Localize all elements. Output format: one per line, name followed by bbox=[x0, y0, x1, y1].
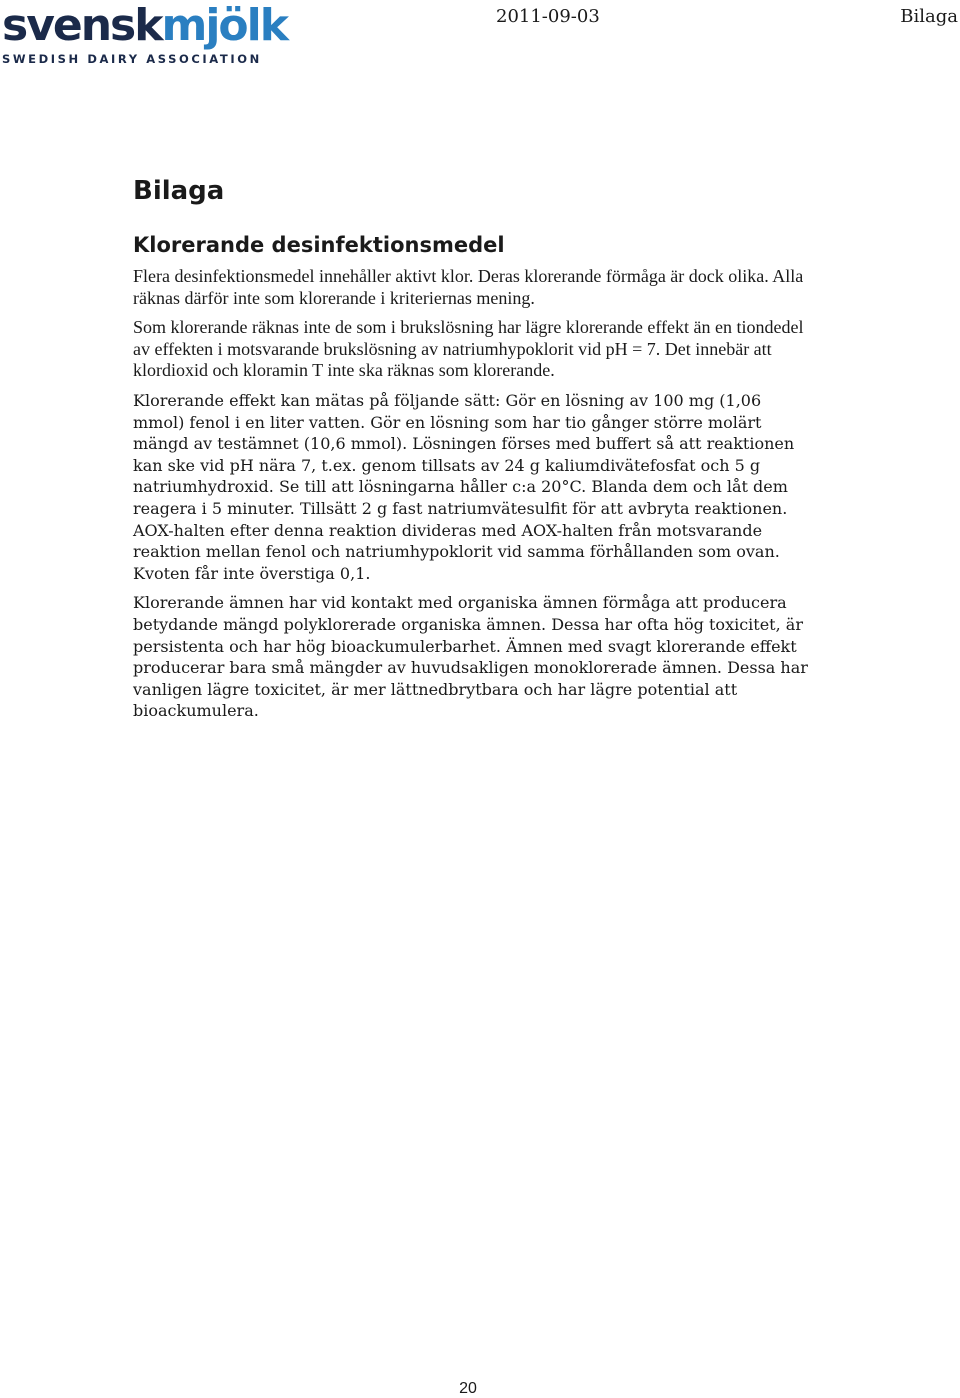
logo-wordmark-part2: mjölk bbox=[161, 0, 288, 51]
svensk-mjolk-logo bbox=[2, 0, 288, 68]
paragraph-intro: Flera desinfektionsmedel innehåller aktivt klor. Deras klorerande förmåga är dock olika. Alla räknas därför inte som klorerande i kriteriernas mening. bbox=[133, 266, 804, 308]
logo-wordmark bbox=[2, 0, 288, 51]
logo-wordmark-part1: svensk bbox=[2, 0, 162, 51]
paragraph-measurement: Klorerande effekt kan mätas på följande sätt: Gör en lösning av 100 mg (1,06 mmol) fenol i en liter vatten. Gör en lösning som har tio gånger större molärt mängd av testämnet (10,6 mmol). Lösningen förses med buffert så att reaktionen kan ske vid pH nära 7, t.ex. genom tillsats av 24 g kaliumdivätefosfat och 5 g natriumhydroxid. Se till att lösningarna håller c:a 20°C. Blanda dem och låt dem reagera i 5 minuter. Tillsätt 2 g fast natriumvätesulfit för att avbryta reaktionen. AOX-halten efter denna reaktion divideras med AOX-halten från motsvarande reaktion mellan fenol och natriumhypoklorit vid samma förhållanden som ovan. Kvoten får inte överstiga 0,1. bbox=[133, 390, 795, 583]
section-heading: Klorerande desinfektionsmedel bbox=[133, 233, 505, 257]
paragraph-definition: Som klorerande räknas inte de som i brukslösning har lägre klorerande effekt än en tiondedel av effekten i motsvarande brukslösning av natriumhypoklorit vid pH = 7. Det innebär att klordioxid och kloramin T inte ska räknas som klorerande. bbox=[133, 317, 804, 381]
document-body bbox=[133, 174, 813, 730]
paragraph-effects: Klorerande ämnen har vid kontakt med organiska ämnen förmåga att producera betydande mängd polyklorerade organiska ämnen. Dessa har ofta hög toxicitet, är persistenta och har hög bioackumulerbarhet. Ämnen med svagt klorerande effekt producerar bara små mängder av huvudsakligen monoklorerade ämnen. Dessa har vanligen lägre toxicitet, är mer lättnedbrytbara och har lägre potential att bioackumulera. bbox=[133, 593, 808, 721]
logo-subtitle: SWEDISH DAIRY ASSOCIATION bbox=[2, 52, 262, 66]
page-title: Bilaga bbox=[133, 176, 225, 206]
header-date: 2011-09-03 bbox=[496, 6, 600, 27]
page-number: 20 bbox=[459, 1380, 477, 1397]
header-label: Bilaga bbox=[900, 6, 958, 27]
